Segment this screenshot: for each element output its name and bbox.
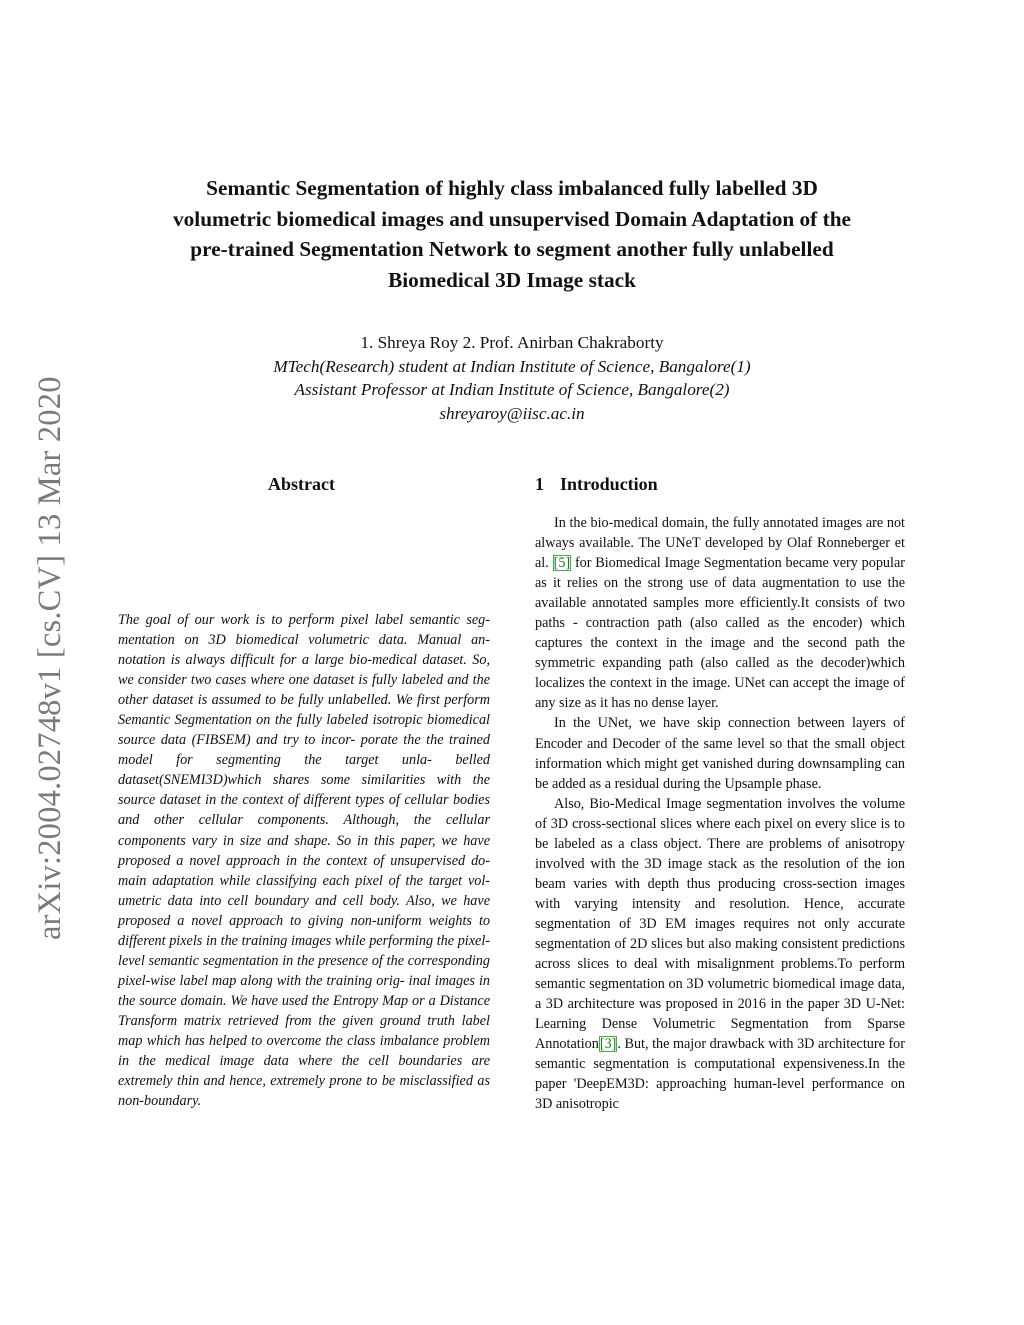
author-email[interactable]: shreyaroy@iisc.ac.in [439, 403, 585, 423]
paper-title [112, 173, 912, 295]
introduction-heading [535, 473, 658, 495]
affiliation-1: MTech(Research) student at Indian Institute of Science, Bangalore(1) [273, 356, 751, 376]
introduction-body [535, 513, 905, 1114]
paragraph: In the UNet, we have skip connection between layers of Encoder and Decoder of the same level so that the small object information which might get vanished during downsampling can be added as a residual during the Upsample phase. [535, 715, 905, 792]
citation-link[interactable]: [5] [553, 555, 571, 572]
author-names: 1. Shreya Roy 2. Prof. Anirban Chakraborty [360, 333, 664, 352]
title-line: Biomedical 3D Image stack [388, 267, 636, 292]
citation-link[interactable]: [3] [599, 1036, 617, 1053]
paragraph-text: . But, the major drawback with 3D architecture for semantic segmentation is computational expensiveness.In the paper 'DeepEM3D: approaching human-level performance on 3D anisotropic [535, 1036, 905, 1113]
abstract-heading: Abstract [268, 474, 335, 494]
title-line: Semantic Segmentation of highly class imbalanced fully labelled 3D [206, 176, 818, 200]
affiliation-2: Assistant Professor at Indian Institute of Science, Bangalore(2) [294, 380, 730, 399]
title-line: pre-trained Segmentation Network to segment another fully unlabelled [190, 237, 834, 261]
abstract-body: The goal of our work is to perform pixel label semantic seg- mentation on 3D biomedical volumetric data. Manual an- notation is always difficult for a large bio-medical dataset. So, we consider two cases where one dataset is fully labeled and the other dataset is assumed to be fully unlabelled. We first perform Semantic Segmentation on the fully labeled isotropic biomedical source data (FIBSEM) and try to incor- porate the the trained model for segmenting the target unla- belled dataset(SNEMI3D)which shares some similarities with the source dataset in the context of different types of cellular bodies and other cellular components. Although, the cellular components vary in size and shape. So in this paper, we have proposed a novel approach in the context of unsupervised do- main adaptation while classifying each pixel of the target vol- umetric data into cell boundary and cell body. Also, we have proposed a novel approach to giving non-uniform weights to different pixels in the training images while performing the pixel-level semantic segmentation in the presence of the corresponding pixel-wise label map along with the training orig- inal images in the source domain. We have used the Entropy Map or a Distance Transform matrix retrieved from the given ground truth label map which has helped to overcome the class imbalance problem in the medical image data where the cell boundaries are extremely thin and hence, extremely prone to be misclassified as non-boundary. [118, 612, 490, 1110]
paragraph-text: In the bio-medical domain, the fully annotated images are not always available. The UNeT developed by Olaf Ronneberger et al. [535, 515, 905, 572]
section-title: Introduction [560, 474, 658, 494]
paragraph-text: Also, Bio-Medical Image segmentation involves the volume of 3D cross-sectional slices where each pixel on every slice is to be labeled as a class object. There are problems of anisotropy involved with the 3D image stack as the resolution of the ion beam varies with depth thus producing cross-section images with varying intensity and resolution. Hence, accurate segmentation of 3D EM images requires not only accurate segmentation of 2D slices but also making consistent predictions across slices to deal with misalignment problems.To perform semantic segmentation on 3D volumetric biomedical image data, a 3D architecture was proposed in 2016 in the paper 3D U-Net: Learning Dense Volumetric Segmentation from Sparse Annotation [535, 795, 905, 1053]
title-line: volumetric biomedical images and unsupervised Domain Adaptation of the [173, 206, 851, 231]
author-block [112, 331, 912, 425]
paragraph-text: for Biomedical Image Segmentation became very popular as it relies on the strong use of data augmentation to use the available annotated samples more efficiently.It consists of two paths - contraction path (also called as the encoder) which captures the context in the image and the second path the symmetric expanding path (also called as the decoder)which localizes the context in the image. UNet can accept the image of any size as it has no dense layer. [535, 555, 905, 712]
section-number: 1 [535, 474, 544, 494]
paragraph [535, 794, 905, 1115]
paragraph [535, 513, 905, 713]
arxiv-identifier-stamp: arXiv:2004.02748v1 [cs.CV] 13 Mar 2020 [32, 376, 68, 940]
